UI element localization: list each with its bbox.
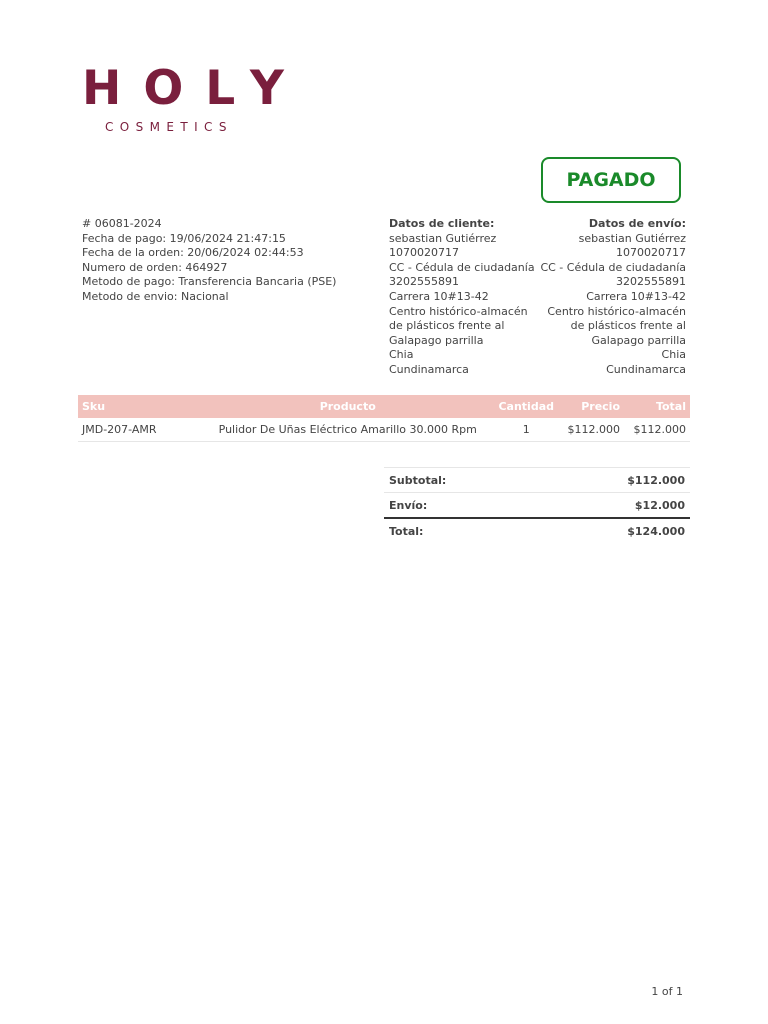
payment-method: Metodo de pago: Transferencia Bancaria (PSE) <box>82 275 337 289</box>
shipping-city: Chia <box>661 348 686 362</box>
brand-logo <box>82 61 306 134</box>
column-header-total: Total <box>655 400 686 413</box>
item-quantity: 1 <box>494 418 558 442</box>
page-number: 1 of 1 <box>651 985 683 998</box>
subtotal-amount: $112.000 <box>536 468 690 493</box>
client-address: Carrera 10#13-42 <box>389 289 489 303</box>
shipping-id-number: 1070020717 <box>616 246 686 260</box>
shipping-heading: Datos de envío: <box>588 217 686 230</box>
grand-total-label: Total: <box>384 518 536 543</box>
shipping-state: Cundinamarca <box>606 362 686 376</box>
client-name: sebastian Gutiérrez <box>389 231 497 245</box>
item-total: $112.000 <box>624 418 690 442</box>
order-date: Fecha de la orden: 20/06/2024 02:44:53 <box>82 246 304 260</box>
shipping-address-line: Centro histórico-almacén <box>547 304 686 318</box>
shipping-phone: 3202555891 <box>616 275 686 289</box>
shipping-id-type: CC - Cédula de ciudadanía <box>540 260 686 274</box>
client-address-line: de plásticos frente al <box>389 319 505 333</box>
shipping-info <box>540 217 686 378</box>
item-product: Pulidor De Uñas Eléctrico Amarillo 30.000 Rpm <box>201 418 494 442</box>
column-header-quantity: Cantidad <box>498 400 554 413</box>
column-header-price: Precio <box>581 400 620 413</box>
shipping-name: sebastian Gutiérrez <box>578 231 686 245</box>
client-state: Cundinamarca <box>389 362 469 376</box>
paid-status-stamp <box>541 157 681 203</box>
order-id: Numero de orden: 464927 <box>82 260 228 274</box>
subtotal-label: Subtotal: <box>384 468 536 493</box>
shipping-address: Carrera 10#13-42 <box>586 289 686 303</box>
client-address-line: Centro histórico-almacén <box>389 304 528 318</box>
items-table-header <box>78 395 690 418</box>
shipping-address-line: de plásticos frente al <box>570 319 686 333</box>
shipping-address-line: Galapago parrilla <box>591 333 686 347</box>
client-city: Chia <box>389 348 414 362</box>
subtotal-row <box>384 468 690 493</box>
table-row <box>78 418 690 442</box>
shipping-cost-label: Envío: <box>389 498 428 512</box>
brand-name: HOLY <box>82 61 306 116</box>
grand-total-row <box>384 518 690 543</box>
client-address-line: Galapago parrilla <box>389 333 484 347</box>
grand-total-amount: $124.000 <box>536 518 690 543</box>
paid-status-label: PAGADO <box>566 169 656 191</box>
order-number: # 06081-2024 <box>82 217 162 230</box>
column-header-sku: Sku <box>82 400 106 413</box>
client-phone: 3202555891 <box>389 275 459 289</box>
shipping-method: Metodo de envio: Nacional <box>82 289 229 303</box>
payment-date: Fecha de pago: 19/06/2024 21:47:15 <box>82 231 286 245</box>
client-heading: Datos de cliente: <box>389 217 495 230</box>
item-price: $112.000 <box>558 418 624 442</box>
items-table <box>78 395 690 442</box>
order-info <box>82 217 336 305</box>
brand-subtitle: COSMETICS <box>105 120 233 134</box>
client-id-number: 1070020717 <box>389 246 459 260</box>
client-info <box>389 217 535 378</box>
shipping-cost-row <box>384 493 690 519</box>
item-sku: JMD-207-AMR <box>78 418 201 442</box>
totals-table <box>384 467 690 543</box>
shipping-cost-amount: $12.000 <box>634 498 685 512</box>
client-id-type: CC - Cédula de ciudadanía <box>389 260 535 274</box>
column-header-product: Producto <box>319 400 376 413</box>
